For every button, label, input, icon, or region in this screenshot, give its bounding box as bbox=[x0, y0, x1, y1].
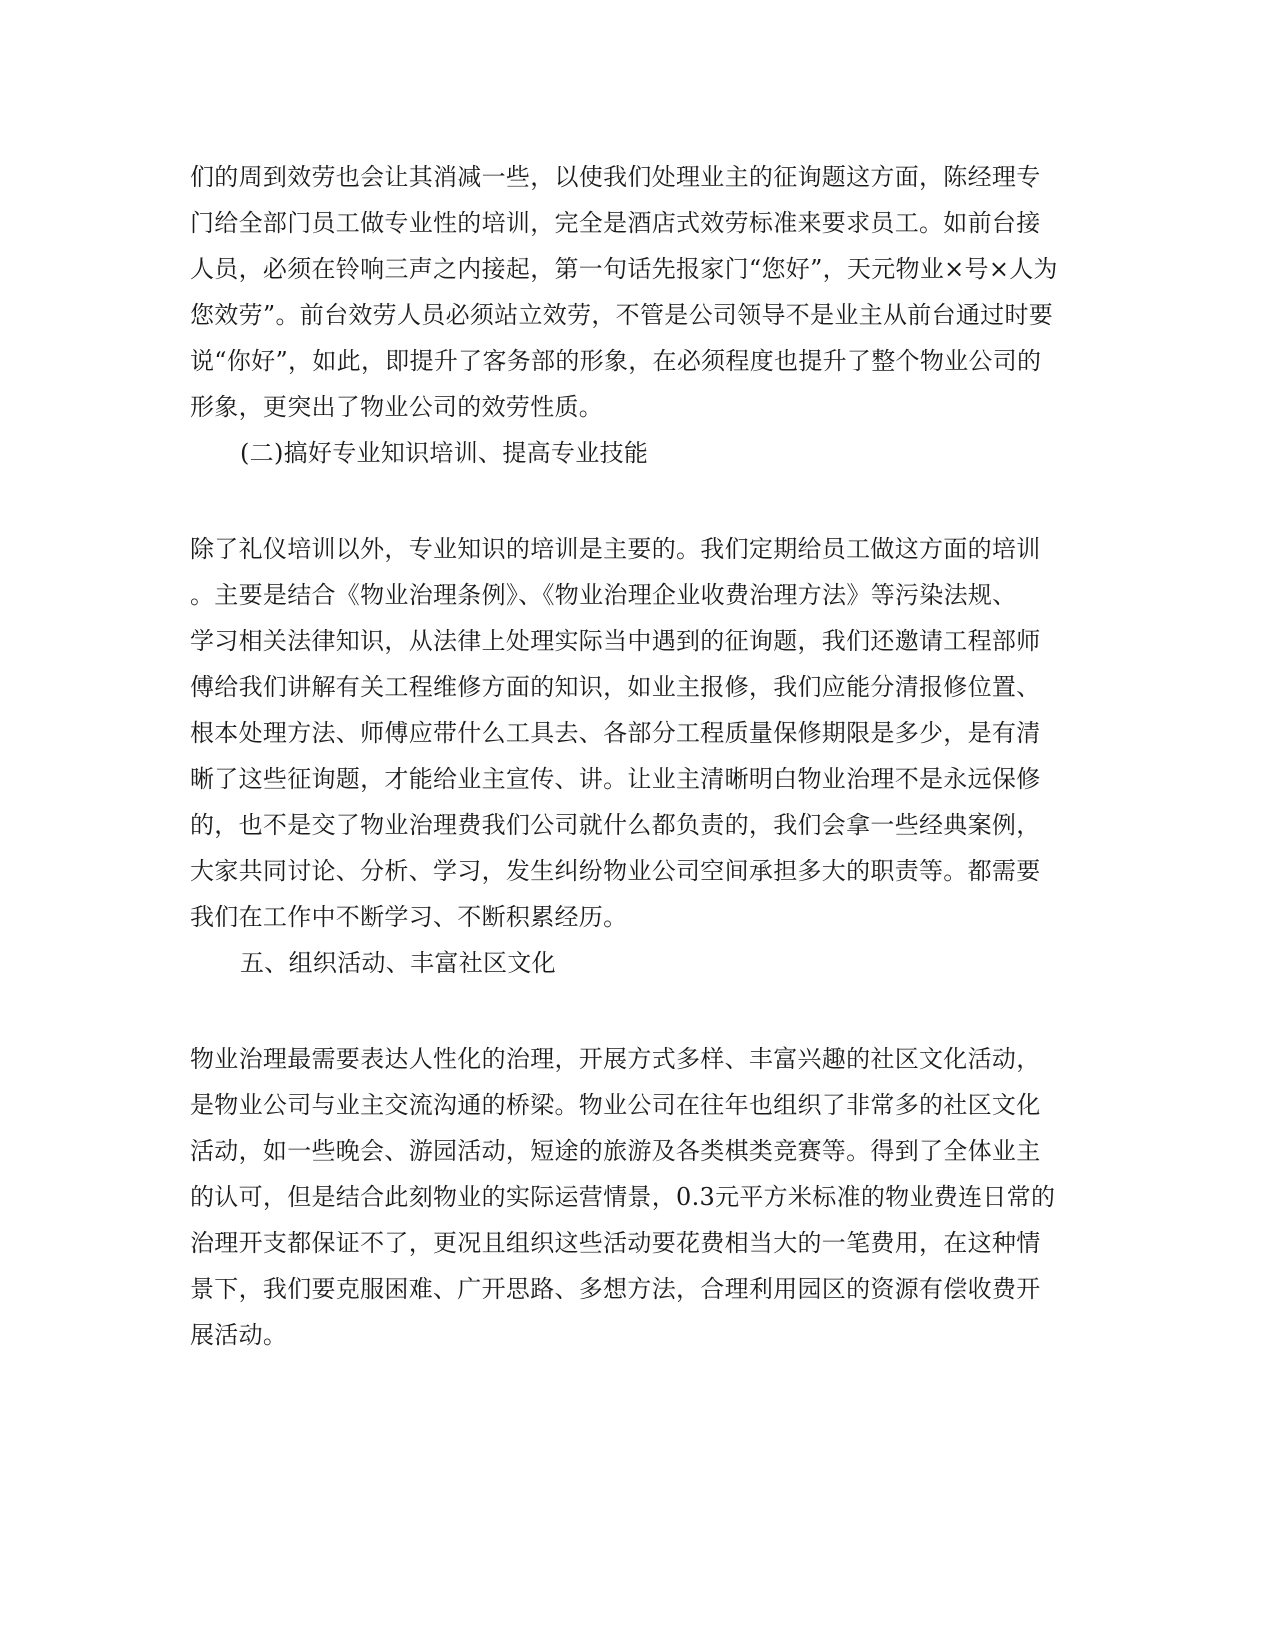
paragraph-line: 学习相关法律知识，从法律上处理实际当中遇到的征询题，我们还邀请工程部师 bbox=[190, 627, 1041, 655]
paragraph-line: 治理开支都保证不了，更况且组织这些活动要花费相当大的一笔费用，在这种情 bbox=[190, 1229, 1041, 1257]
paragraph-line: 的，也不是交了物业治理费我们公司就什么都负责的，我们会拿一些经典案例， bbox=[190, 811, 1041, 839]
paragraph-line: 说“你好”，如此，即提升了客务部的形象，在必须程度也提升了整个物业公司的 bbox=[190, 347, 1042, 375]
paragraph-line: 活动，如一些晚会、游园活动，短途的旅游及各类棋类竞赛等。得到了全体业主 bbox=[190, 1137, 1041, 1165]
paragraph-line: 景下，我们要克服困难、广开思路、多想方法，合理利用园区的资源有偿收费开 bbox=[190, 1275, 1041, 1303]
paragraph-line: 展活动。 bbox=[190, 1321, 288, 1349]
paragraph-line: 傅给我们讲解有关工程维修方面的知识，如业主报修，我们应能分清报修位置、 bbox=[190, 673, 1041, 701]
section-heading: 五、组织活动、丰富社区文化 bbox=[240, 949, 556, 977]
paragraph-line: 形象，更突出了物业公司的效劳性质。 bbox=[190, 393, 604, 421]
paragraph-line: 大家共同讨论、分析、学习，发生纠纷物业公司空间承担多大的职责等。都需要 bbox=[190, 857, 1041, 885]
paragraph-line: 我们在工作中不断学习、不断积累经历。 bbox=[190, 903, 628, 931]
section-heading: (二)搞好专业知识培训、提高专业技能 bbox=[240, 439, 649, 467]
paragraph-line: 根本处理方法、师傅应带什么工具去、各部分工程质量保修期限是多少，是有清 bbox=[190, 719, 1041, 747]
paragraph-line: 是物业公司与业主交流沟通的桥梁。物业公司在往年也组织了非常多的社区文化 bbox=[190, 1091, 1041, 1119]
paragraph-line: 您效劳”。前台效劳人员必须站立效劳，不管是公司领导不是业主从前台通过时要 bbox=[190, 301, 1054, 329]
paragraph-line: 物业治理最需要表达人性化的治理，开展方式多样、丰富兴趣的社区文化活动， bbox=[190, 1045, 1041, 1073]
paragraph-line: 们的周到效劳也会让其消减一些，以使我们处理业主的征询题这方面，陈经理专 bbox=[190, 163, 1041, 191]
paragraph-line: 晰了这些征询题，才能给业主宣传、讲。让业主清晰明白物业治理不是永远保修 bbox=[190, 765, 1041, 793]
paragraph-line: 的认可，但是结合此刻物业的实际运营情景，0.3元平方米标准的物业费连日常的 bbox=[190, 1183, 1056, 1211]
paragraph-line: 门给全部门员工做专业性的培训，完全是酒店式效劳标准来要求员工。如前台接 bbox=[190, 209, 1041, 237]
paragraph-line: 人员，必须在铃响三声之内接起，第一句话先报家门“您好”，天元物业×号×人为 bbox=[190, 255, 1058, 283]
paragraph-line: 。主要是结合《物业治理条例》、《物业治理企业收费治理方法》等污染法规、 bbox=[190, 581, 1017, 609]
paragraph-line: 除了礼仪培训以外，专业知识的培训是主要的。我们定期给员工做这方面的培训 bbox=[190, 535, 1041, 563]
